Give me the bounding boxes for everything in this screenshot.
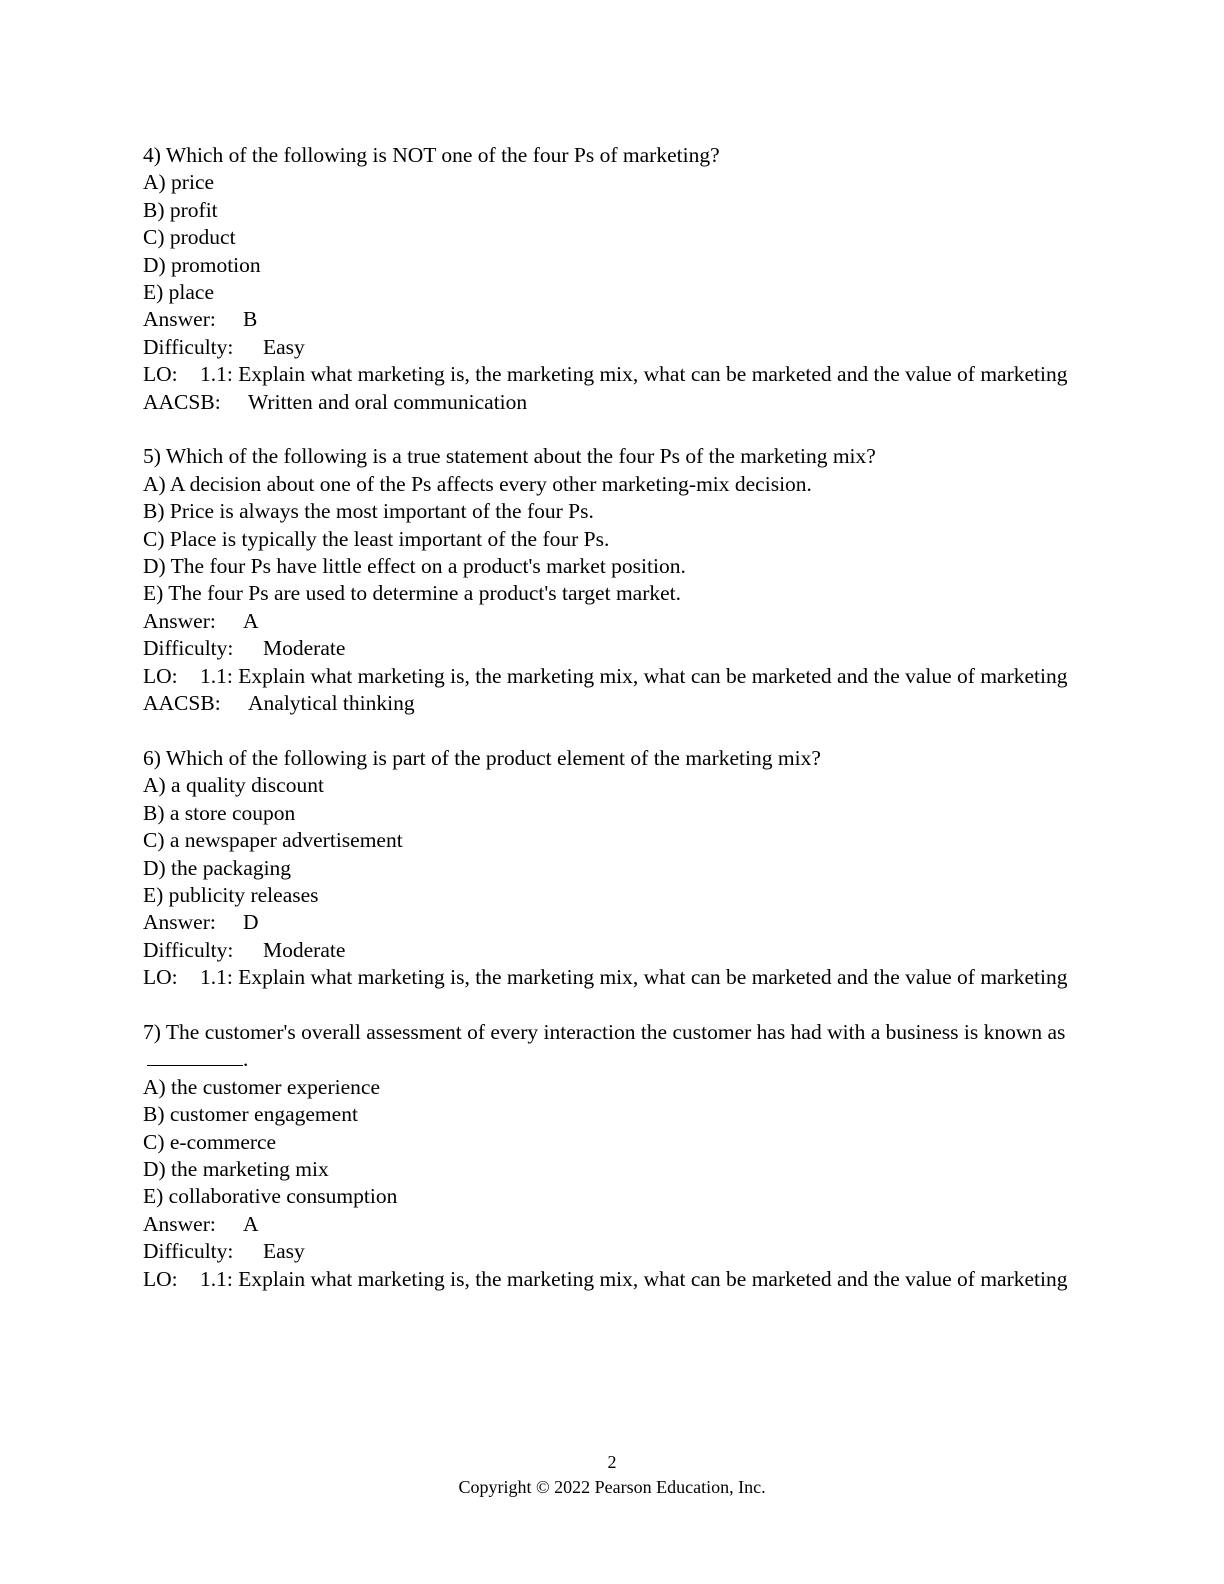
- option-a: A) a quality discount: [143, 773, 324, 798]
- answer-value: A: [243, 608, 259, 633]
- question-stem: [143, 1019, 1083, 1074]
- answer-label: Answer:: [143, 910, 216, 935]
- answer-label: Answer:: [143, 608, 216, 633]
- lo-row: [143, 1266, 1083, 1293]
- option-e: E) publicity releases: [143, 882, 319, 907]
- difficulty-label: Difficulty:: [143, 937, 234, 962]
- option-e: E) The four Ps are used to determine a product's target market.: [143, 581, 682, 606]
- lo-label: LO:: [143, 362, 178, 387]
- option-b: B) profit: [143, 197, 218, 222]
- option-b: B) Price is always the most important of the four Ps.: [143, 499, 594, 524]
- lo-value: 1.1: Explain what marketing is, the marketing mix, what can be marketed and the value of marketing: [200, 1266, 1068, 1291]
- option-d: D) the packaging: [143, 855, 292, 880]
- answer-row: [143, 909, 1083, 936]
- lo-label: LO:: [143, 965, 178, 990]
- option-b: B) a store coupon: [143, 800, 296, 825]
- difficulty-label: Difficulty:: [143, 636, 234, 661]
- option-a: A) A decision about one of the Ps affects every other marketing-mix decision.: [143, 471, 812, 496]
- difficulty-row: [143, 1238, 1083, 1265]
- option-c: C) e-commerce: [143, 1129, 277, 1154]
- question-stem: 5) Which of the following is a true statement about the four Ps of the marketing mix?: [143, 444, 876, 469]
- option-d: D) The four Ps have little effect on a product's market position.: [143, 554, 686, 579]
- aacsb-value: Written and oral communication: [248, 389, 528, 414]
- option-a: A) the customer experience: [143, 1074, 380, 1099]
- aacsb-row: [143, 690, 1083, 717]
- lo-row: [143, 964, 1083, 991]
- question-stem-end: .: [243, 1047, 249, 1072]
- lo-value: 1.1: Explain what marketing is, the marketing mix, what can be marketed and the value of marketing: [200, 362, 1068, 387]
- lo-label: LO:: [143, 1266, 178, 1291]
- aacsb-label: AACSB:: [143, 389, 221, 414]
- page-number: 2: [607, 1452, 617, 1472]
- question-stem: 6) Which of the following is part of the product element of the marketing mix?: [143, 745, 821, 770]
- difficulty-row: [143, 937, 1083, 964]
- lo-row: [143, 663, 1083, 690]
- option-c: C) product: [143, 225, 236, 250]
- answer-value: A: [243, 1211, 259, 1236]
- difficulty-label: Difficulty:: [143, 1239, 234, 1264]
- option-e: E) collaborative consumption: [143, 1184, 398, 1209]
- option-c: C) Place is typically the least important of the four Ps.: [143, 526, 610, 551]
- difficulty-row: [143, 635, 1083, 662]
- lo-value: 1.1: Explain what marketing is, the marketing mix, what can be marketed and the value of marketing: [200, 663, 1068, 688]
- difficulty-row: [143, 334, 1083, 361]
- document-body: [143, 142, 1083, 1320]
- copyright-notice: Copyright © 2022 Pearson Education, Inc.: [458, 1477, 766, 1497]
- question-6: [143, 745, 1083, 992]
- option-e: E) place: [143, 280, 215, 305]
- difficulty-value: Easy: [263, 1239, 305, 1264]
- question-stem-text: 7) The customer's overall assessment of every interaction the customer has had with a business is known as: [143, 1019, 1066, 1044]
- answer-label: Answer:: [143, 307, 216, 332]
- answer-row: [143, 306, 1083, 333]
- difficulty-value: Easy: [263, 334, 305, 359]
- difficulty-label: Difficulty:: [143, 334, 234, 359]
- fill-in-blank: [147, 1047, 243, 1066]
- option-a: A) price: [143, 170, 215, 195]
- option-d: D) the marketing mix: [143, 1156, 329, 1181]
- difficulty-value: Moderate: [263, 937, 346, 962]
- option-c: C) a newspaper advertisement: [143, 828, 403, 853]
- aacsb-label: AACSB:: [143, 691, 221, 716]
- answer-value: B: [243, 307, 258, 332]
- answer-value: D: [243, 910, 259, 935]
- lo-label: LO:: [143, 663, 178, 688]
- aacsb-row: [143, 389, 1083, 416]
- question-4: [143, 142, 1083, 416]
- question-7: [143, 1019, 1083, 1293]
- difficulty-value: Moderate: [263, 636, 346, 661]
- option-d: D) promotion: [143, 252, 261, 277]
- question-stem: 4) Which of the following is NOT one of the four Ps of marketing?: [143, 143, 720, 167]
- lo-row: [143, 361, 1083, 388]
- aacsb-value: Analytical thinking: [248, 691, 415, 716]
- lo-value: 1.1: Explain what marketing is, the marketing mix, what can be marketed and the value of marketing: [200, 965, 1068, 990]
- answer-row: [143, 1211, 1083, 1238]
- question-5: [143, 443, 1083, 717]
- answer-label: Answer:: [143, 1211, 216, 1236]
- option-b: B) customer engagement: [143, 1102, 358, 1127]
- answer-row: [143, 608, 1083, 635]
